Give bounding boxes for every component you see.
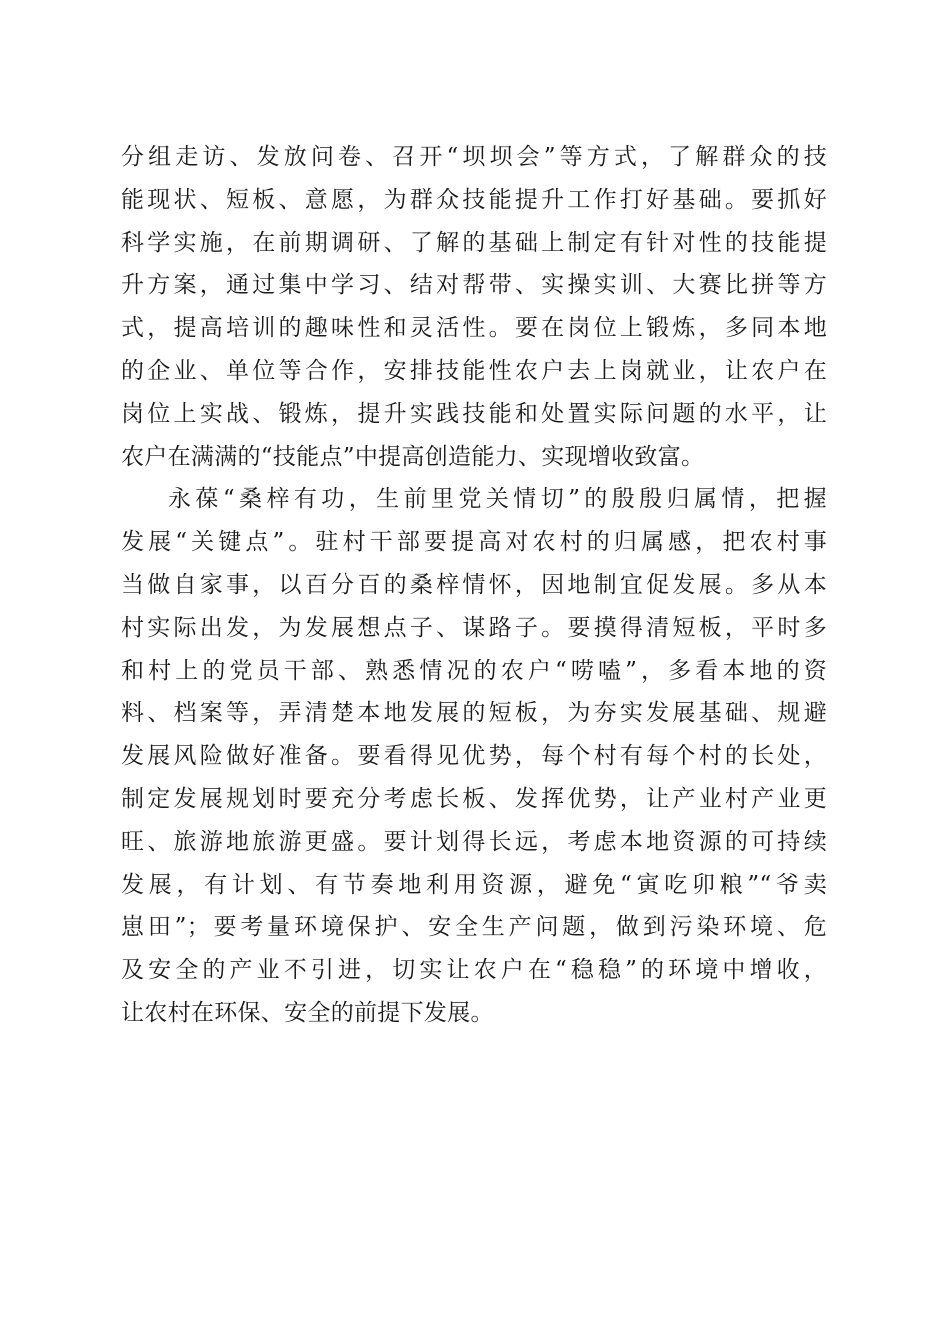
paragraph-line: 旺、旅游地旅游更盛。要计划得长远，考虑本地资源的可持续 [121, 828, 827, 855]
paragraph-1 [121, 136, 827, 478]
document-body [121, 136, 827, 1035]
paragraph-line: 农户在满满的“技能点”中提高创造能力、实现增收致富。 [121, 443, 705, 470]
paragraph-line: 发展风险做好准备。要看得见优势，每个村有每个村的长处， [121, 743, 827, 770]
paragraph-line: 升方案，通过集中学习、结对帮带、实操实训、大赛比拼等方 [121, 272, 827, 299]
paragraph-line: 制定发展规划时要充分考虑长板、发挥优势，让产业村产业更 [121, 785, 827, 812]
paragraph-2 [121, 478, 827, 1034]
paragraph-line: 分组走访、发放问卷、召开“坝坝会”等方式，了解群众的技 [121, 144, 827, 170]
paragraph-line: 村实际出发，为发展想点子、谋路子。要摸得清短板，平时多 [121, 614, 827, 641]
paragraph-line: 科学实施，在前期调研、了解的基础上制定有针对性的技能提 [121, 229, 827, 256]
paragraph-line: 岗位上实战、锻炼，提升实践技能和处置实际问题的水平，让 [121, 400, 827, 427]
paragraph-line: 的企业、单位等合作，安排技能性农户去上岗就业，让农户在 [121, 357, 827, 384]
paragraph-line: 发展，有计划、有节奏地利用资源，避免“寅吃卯粮”“爷卖 [121, 871, 827, 898]
paragraph-line: 崽田”；要考量环境保护、安全生产问题，做到污染环境、危 [121, 914, 827, 941]
paragraph-line: 式，提高培训的趣味性和灵活性。要在岗位上锻炼，多同本地 [121, 315, 827, 342]
paragraph-line: 及安全的产业不引进，切实让农户在“稳稳”的环境中增收， [121, 957, 827, 984]
paragraph-line: 让农村在环保、安全的前提下发展。 [121, 999, 494, 1026]
paragraph-line: 当做自家事，以百分百的桑梓情怀，因地制宜促发展。多从本 [121, 571, 827, 598]
paragraph-line: 和村上的党员干部、熟悉情况的农户“唠嗑”，多看本地的资 [121, 657, 827, 684]
paragraph-line: 发展“关键点”。驻村干部要提高对农村的归属感，把农村事 [121, 529, 827, 556]
paragraph-line: 永葆“桑梓有功，生前里党关情切”的殷殷归属情，把握 [168, 486, 827, 513]
paragraph-line: 料、档案等，弄清楚本地发展的短板，为夯实发展基础、规避 [121, 700, 827, 727]
paragraph-line: 能现状、短板、意愿，为群众技能提升工作打好基础。要抓好 [121, 186, 827, 213]
